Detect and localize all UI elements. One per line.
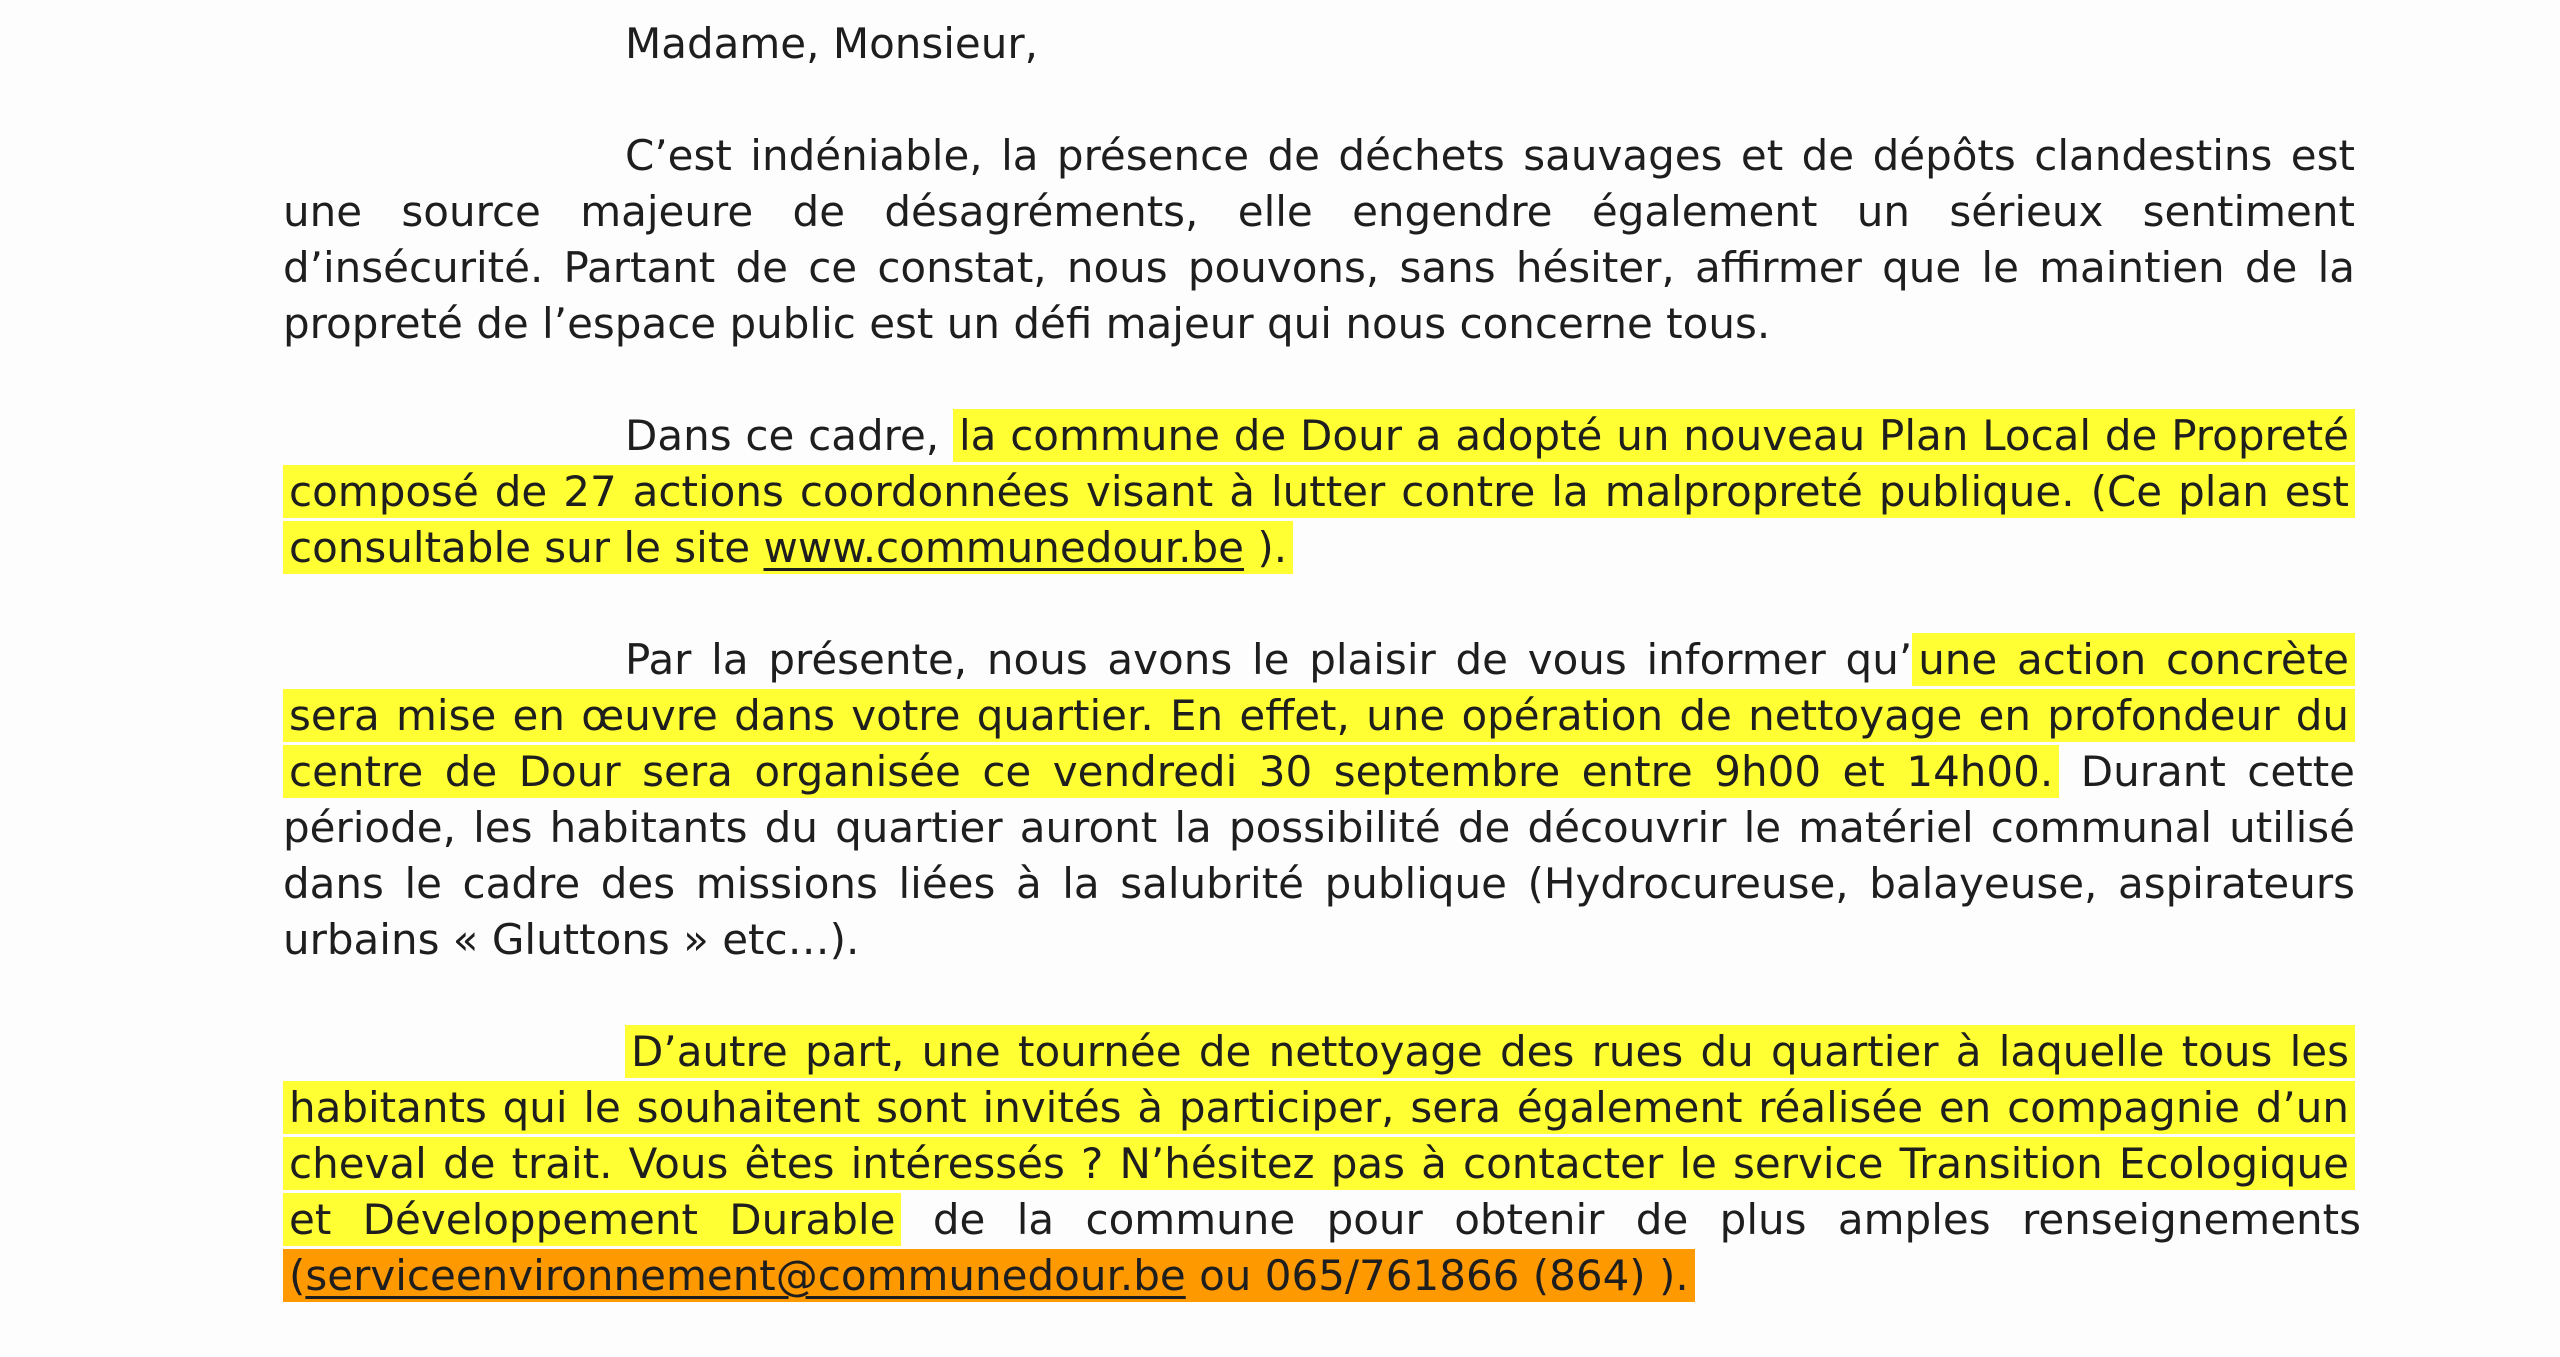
- highlight-cleaning-operation: une action concrète sera mise en œuvre dans votre quartier. En effet, une opération de nettoyage en profondeur du centre de Dour sera organisée ce vendredi 30 septembre entre 9h00 et 14h00.: [283, 633, 2355, 798]
- phone-contact: ou 065/761866 (864) ).: [1199, 1251, 1689, 1300]
- paragraph-3-lead: Par la présente, nous avons le plaisir de vous informer qu’: [625, 635, 1913, 684]
- paragraph-2-lead: Dans ce cadre,: [625, 411, 940, 460]
- salutation: Madame, Monsieur,: [625, 19, 1039, 68]
- email-link[interactable]: serviceenvironnement@communedour.be: [305, 1251, 1186, 1300]
- paragraph-4-middle: de la commune pour obtenir de plus amples renseignements: [932, 1195, 2362, 1244]
- paragraph-3: [283, 632, 2355, 968]
- website-link[interactable]: www.communedour.be: [763, 523, 1244, 572]
- paragraph-2-tail: ).: [1257, 523, 1288, 572]
- paragraph-2-highlight: la commune de Dour a adopté un nouveau Plan Local de Propreté composé de 27 actions coordonnées visant à lutter contre la malpropreté publique. (Ce plan est consultable sur le site: [289, 411, 2349, 572]
- paragraph-1-text: C’est indéniable, la présence de déchets sauvages et de dépôts clandestins est une source majeure de désagréments, elle engendre également un sérieux sentiment d’insécurité. Partant de ce constat, nous pouvons, sans hésiter, affirmer que le maintien de la propreté de l’espace public est un défi majeur qui nous concerne tous.: [283, 131, 2355, 348]
- paragraph-1: [283, 128, 2355, 352]
- letter-body: [283, 16, 2362, 1304]
- highlight-contact: [283, 1249, 1695, 1302]
- paragraph-4: [283, 1024, 2362, 1304]
- contact-open-paren: (: [289, 1251, 306, 1300]
- highlight-cleaning-tour: D’autre part, une tournée de nettoyage des rues du quartier à laquelle tous les habitants qui le souhaitent sont invités à participer, sera également réalisée en compagnie d’un cheval de trait. Vous êtes intéressés ? N’hésitez pas à contacter le service Transition Ecologique et Développement Durable: [283, 1025, 2355, 1246]
- highlight-plan-local: [283, 409, 2355, 574]
- paragraph-3-tail: Durant cette période, les habitants du quartier auront la possibilité de découvrir le matériel communal utilisé dans le cadre des missions liées à la salubrité publique (Hydrocureuse, balayeuse, aspirateurs urbains « Gluttons » etc…).: [283, 747, 2356, 964]
- paragraph-2: [283, 408, 2355, 576]
